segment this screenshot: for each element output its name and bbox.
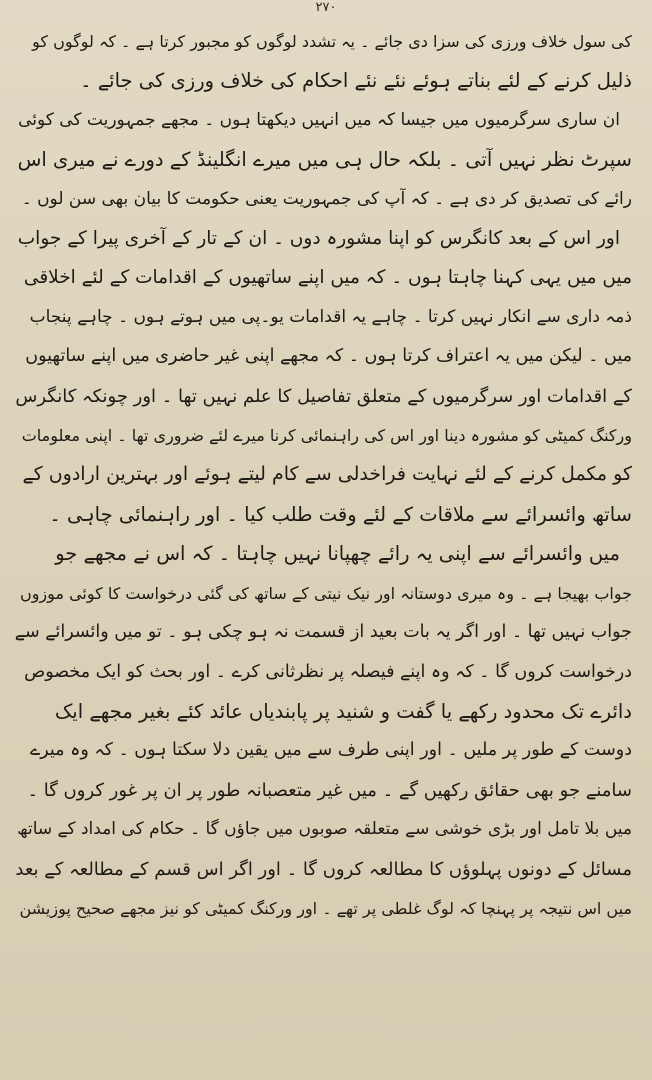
text-line: کی سول خلاف ورزی کی سزا دی جائے ۔ یہ تشدد لوگوں کو مجبور کرتا ہے ۔ کہ لوگوں کو: [32, 32, 632, 51]
text-line: میں بلا تامل اور بڑی خوشی سے متعلقہ صوبوں میں جاؤں گا ۔ حکام کی امداد کے ساتھ: [17, 819, 632, 840]
page-number: ۲۷۰: [315, 0, 337, 15]
text-line: کے اقدامات اور سرگرمیوں کے متعلق تفاصیل کا علم نہیں تھا ۔ اور چونکہ کانگرس: [15, 385, 632, 407]
text-line: میں ۔ لیکن میں یہ اعتراف کرتا ہوں ۔ کہ مجھے اپنی غیر حاضری میں اپنے ساتھیوں: [25, 346, 632, 367]
text-line: ذمہ داری سے انکار نہیں کرتا ۔ چاہے یہ اقدامات یو۔پی میں ہوتے ہوں ۔ چاہے پنجاب: [29, 306, 632, 327]
text-line: دائرے تک محدود رکھے یا گفت و شنید پر پابندیاں عائد کئے بغیر مجھے ایک: [54, 699, 632, 723]
text-line: ان ساری سرگرمیوں میں جیسا کہ میں انہیں دیکھتا ہوں ۔ مجھے جمہوریت کی کوئی: [18, 109, 620, 130]
text-line: میں میں یہی کہنا چاہتا ہوں ۔ کہ میں اپنے ساتھیوں کے اقدامات کے لئے اخلاقی: [23, 267, 632, 289]
text-line: ذلیل کرنے کے لئے بناتے ہوئے نئے نئے احکام کی خلاف ورزی کی جائے ۔: [80, 69, 632, 93]
text-line: ساتھ وائسرائے سے ملاقات کے لئے وقت طلب کیا ۔ اور راہنمائی چاہی ۔: [49, 502, 632, 526]
text-line: جواب بھیجا ہے ۔ وہ میری دوستانہ اور نیک نیتی کے ساتھ کی گئی درخواست کا کوئی موزوں: [19, 583, 632, 603]
body-text: [14, 22, 632, 928]
text-line: ورکنگ کمیٹی کو مشورہ دینا اور اس کی راہنمائی کرنا میرے لئے ضروری تھا ۔ اپنی معلومات: [21, 426, 632, 446]
text-line: میں اس نتیجہ پر پہنچا کہ لوگ غلطی پر تھے ۔ اور ورکنگ کمیٹی کو نیز مجھے صحیح پوزیشن: [19, 898, 632, 918]
text-line: جواب نہیں تھا ۔ اور اگر یہ بات بعید از قسمت نہ ہو چکی ہو ۔ تو میں وائسرائے سے: [14, 622, 632, 643]
text-line: مسائل کے دونوں پہلوؤں کا مطالعہ کروں گا ۔ اور اگر اس قسم کے مطالعہ کے بعد: [15, 858, 632, 880]
text-line: دوست کے طور پر ملیں ۔ اور اپنی طرف سے میں یقین دلا سکتا ہوں ۔ کہ وہ میرے: [29, 740, 632, 761]
text-line: سامنے جو بھی حقائق رکھیں گے ۔ میں غیر متعصبانہ طور پر ان پر غور کروں گا ۔: [27, 779, 632, 801]
text-line: کو مکمل کرنے کے لئے نہایت فراخدلی سے کام لیتے ہوئے اور بہترین ارادوں کے: [22, 463, 632, 486]
text-line: سپرٹ نظر نہیں آتی ۔ بلکہ حال ہی میں میرے انگلینڈ کے دورے نے میری اس: [17, 148, 632, 172]
text-line: درخواست کروں گا ۔ کہ وہ اپنے فیصلہ پر نظرثانی کرے ۔ اور بحث کو ایک مخصوص: [24, 661, 632, 682]
text-line: رائے کی تصدیق کر دی ہے ۔ کہ آپ کی جمہوریت یعنی حکومت کا بیان بھی سن لوں ۔: [21, 188, 632, 209]
text-line: اور اس کے بعد کانگرس کو اپنا مشورہ دوں ۔ ان کے تار کے آخری پیرا کے جواب: [17, 228, 620, 250]
text-line: میں وائسرائے سے اپنی یہ رائے چھپانا نہیں چاہتا ۔ کہ اس نے مجھے جو: [55, 542, 620, 566]
